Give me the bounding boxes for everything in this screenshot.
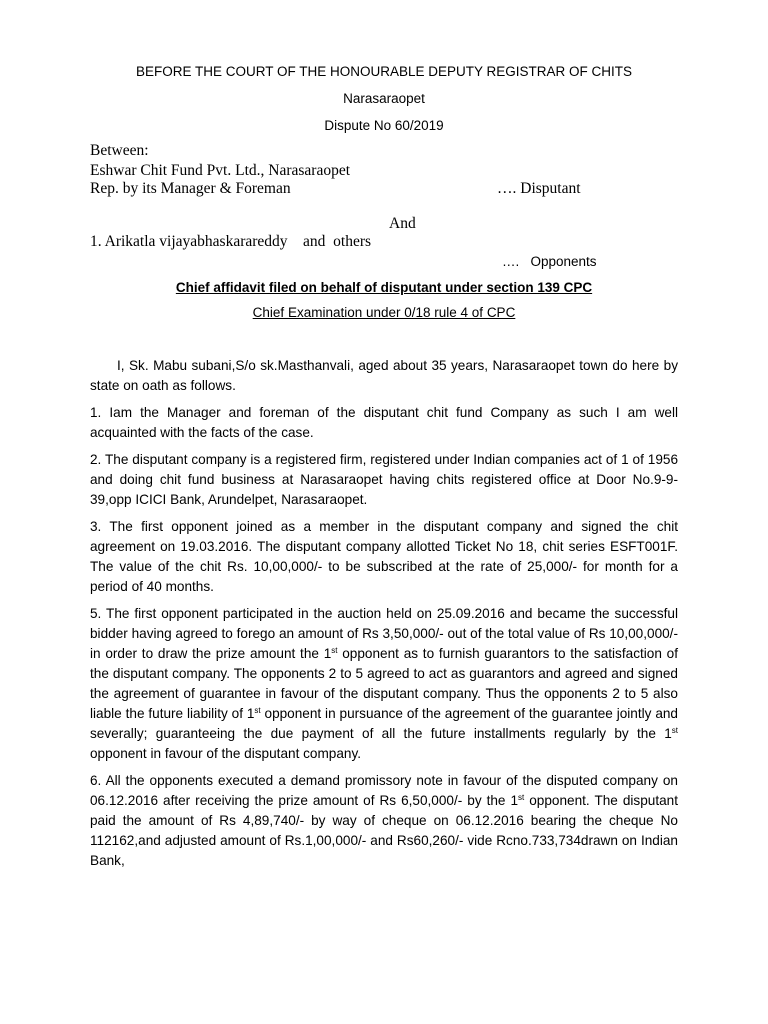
opponent-name: 1. Arikatla vijayabhaskarareddy and others — [90, 233, 372, 250]
paragraph-6 — [90, 771, 678, 871]
paragraph-3: 3. The first opponent joined as a member in the disputant company and signed the chit agreement on 19.03.2016. The disputant company allotted Ticket No 18, chit series ESFT001F. The value of the chit Rs. 10,00,000/- to be subscribed at the rate of 25,000/- for month for a period of 40 months. — [90, 519, 678, 594]
ordinal-suffix: st — [254, 706, 261, 715]
place-heading: Narasaraopet — [343, 91, 425, 106]
intro-paragraph: I, Sk. Mabu subani,S/o sk.Masthanvali, aged about 35 years, Narasaraopet town do here by state on oath as follows. — [90, 358, 678, 393]
court-heading: BEFORE THE COURT OF THE HONOURABLE DEPUTY REGISTRAR OF CHITS — [135, 64, 633, 79]
affidavit-title: Chief affidavit filed on behalf of disputant under section 139 CPC — [175, 280, 593, 295]
paragraph-5-part-c: opponent in pursuance of the agreement of the guarantee jointly and severally; guaranteeing the due payment of all the future installments regularly by the 1 — [90, 706, 678, 741]
paragraph-2: 2. The disputant company is a registered firm, registered under Indian companies act of 1 of 1956 and doing chit fund business at Narasaraopet having chits registered office at Door No.9-9-39,opp ICICI Bank, Arundelpet, Narasaraopet. — [90, 452, 678, 507]
paragraph-6-part-b: opponent. The disputant paid the amount of Rs 4,89,740/- by way of cheque on 06.12.2016 bearing the cheque No 112162,and adjusted amount of Rs.1,00,000/- and Rs60,260/- vide Rcno.733,734drawn on Indian Bank, — [90, 793, 679, 868]
ordinal-suffix: st — [331, 646, 338, 655]
examination-title: Chief Examination under 0/18 rule 4 of CPC — [252, 305, 516, 320]
paragraph-1: 1. Iam the Manager and foreman of the disputant chit fund Company as such I am well acquainted with the facts of the case. — [90, 405, 678, 440]
paragraph-5-part-d: opponent in favour of the disputant company. — [90, 746, 362, 761]
opponent-role: …. Opponents — [502, 254, 597, 269]
and-label: And — [389, 215, 416, 232]
disputant-representative: Rep. by its Manager & Foreman — [90, 180, 291, 197]
disputant-name: Eshwar Chit Fund Pvt. Ltd., Narasaraopet — [90, 162, 351, 179]
paragraph-5-part-a: 5. The first opponent participated in the auction held on 25.09.2016 and became the successful bidder having agreed to forego an amount of Rs 3,50,000/- out of the total value of Rs 10,00,000/- in order to draw the prize amount the 1 — [90, 606, 678, 661]
disputant-role: …. Disputant — [497, 180, 581, 197]
paragraph-5 — [90, 604, 678, 764]
affidavit-body — [90, 356, 678, 878]
ordinal-suffix: st — [671, 726, 678, 735]
between-label: Between: — [90, 142, 149, 159]
ordinal-suffix: st — [518, 793, 525, 802]
paragraph-6-part-a: 6. All the opponents executed a demand promissory note in favour of the disputed company on 06.12.2016 after receiving the prize amount of Rs 6,50,000/- by the 1 — [90, 773, 678, 808]
dispute-number: Dispute No 60/2019 — [324, 118, 444, 133]
paragraph-5-part-b: opponent as to furnish guarantors to the satisfaction of the disputant company. The opponents 2 to 5 agreed to act as guarantors and agreed and signed the agreement of guarantee in favour of the disputant company. Thus the opponents 2 to 5 also liable the future liability of 1 — [90, 646, 678, 721]
